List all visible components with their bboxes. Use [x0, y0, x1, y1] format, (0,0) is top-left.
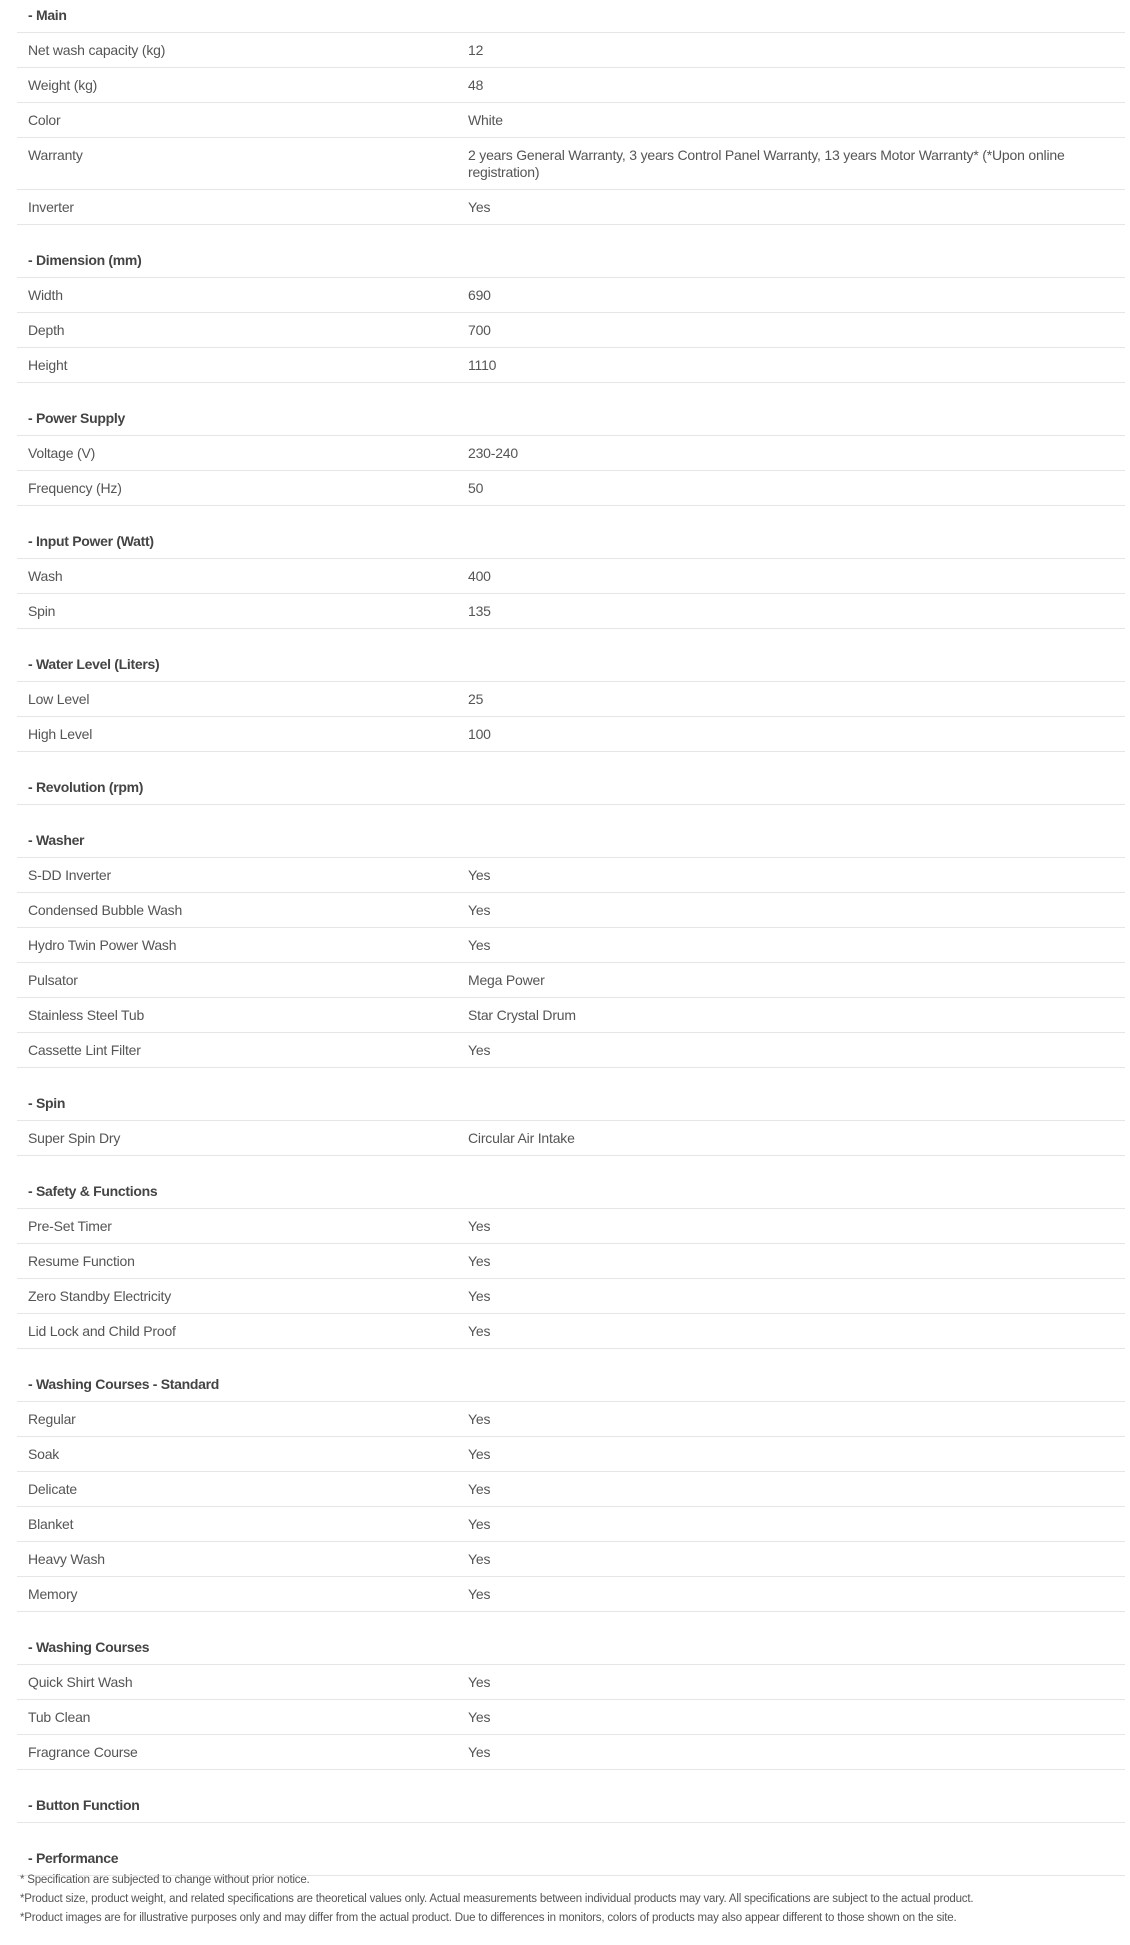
spec-section — [17, 526, 1125, 629]
spec-label: Super Spin Dry — [28, 1130, 121, 1146]
spec-row — [17, 594, 1125, 629]
spec-label: Low Level — [28, 691, 90, 707]
spec-value: Yes — [468, 1218, 491, 1234]
spec-section — [17, 649, 1125, 752]
spec-label: High Level — [28, 726, 93, 742]
spec-row — [17, 1279, 1125, 1314]
spec-label: Stainless Steel Tub — [28, 1007, 145, 1023]
spec-value: 700 — [468, 322, 491, 338]
spec-value: Yes — [468, 1551, 491, 1567]
spec-value: Star Crystal Drum — [468, 1007, 576, 1023]
spec-value: 100 — [468, 726, 491, 742]
spec-value: 400 — [468, 568, 491, 584]
footnote-change-notice: * Specification are subjected to change without prior notice. — [20, 1874, 310, 1886]
spec-value: Yes — [468, 1446, 491, 1462]
spec-label: Quick Shirt Wash — [28, 1674, 133, 1690]
spec-row — [17, 1700, 1125, 1735]
spec-table — [17, 0, 1125, 1896]
spec-section — [17, 1088, 1125, 1156]
spec-value: Yes — [468, 1709, 491, 1725]
spec-label: Delicate — [28, 1481, 77, 1497]
section-title: - Button Function — [17, 1790, 1125, 1823]
section-title: - Power Supply — [17, 403, 1125, 436]
spec-value: 135 — [468, 603, 491, 619]
spec-value: 48 — [468, 77, 484, 93]
spec-label: Blanket — [28, 1516, 74, 1532]
section-title: - Dimension (mm) — [17, 245, 1125, 278]
spec-value: Yes — [468, 867, 491, 883]
spec-label: Warranty — [28, 147, 83, 163]
footnote-product-size: *Product size, product weight, and related specifications are theoretical values only. Actual measurements between individual products may vary. All specifications are subject to the actual product. — [20, 1893, 974, 1905]
section-title: - Spin — [17, 1088, 1125, 1121]
spec-row — [17, 1507, 1125, 1542]
spec-label: Tub Clean — [28, 1709, 91, 1725]
spec-row — [17, 471, 1125, 506]
spec-value: Yes — [468, 1411, 491, 1427]
spec-section — [17, 1176, 1125, 1349]
spec-row — [17, 1735, 1125, 1770]
spec-section — [17, 245, 1125, 383]
section-title: - Washing Courses — [17, 1632, 1125, 1665]
spec-row — [17, 928, 1125, 963]
spec-row — [17, 348, 1125, 383]
spec-value: Yes — [468, 1586, 491, 1602]
section-title: - Washer — [17, 825, 1125, 858]
spec-row — [17, 559, 1125, 594]
footnotes — [20, 1871, 1120, 1928]
spec-label: Frequency (Hz) — [28, 480, 122, 496]
spec-label: S-DD Inverter — [28, 867, 111, 883]
spec-value: Yes — [468, 1516, 491, 1532]
spec-value: 1110 — [468, 357, 497, 373]
spec-label: Lid Lock and Child Proof — [28, 1323, 176, 1339]
spec-row — [17, 278, 1125, 313]
spec-value: Yes — [468, 1253, 491, 1269]
spec-label: Wash — [28, 568, 63, 584]
spec-row — [17, 1472, 1125, 1507]
spec-value: Yes — [468, 1481, 491, 1497]
spec-label: Cassette Lint Filter — [28, 1042, 141, 1058]
spec-value: Yes — [468, 1042, 491, 1058]
spec-value: Yes — [468, 902, 491, 918]
spec-label: Width — [28, 287, 63, 303]
spec-row — [17, 313, 1125, 348]
spec-label: Height — [28, 357, 68, 373]
section-title: - Input Power (Watt) — [17, 526, 1125, 559]
spec-row — [17, 33, 1125, 68]
section-title: - Main — [17, 0, 1125, 33]
spec-row — [17, 1121, 1125, 1156]
section-title: - Revolution (rpm) — [17, 772, 1125, 805]
spec-value: 230-240 — [468, 445, 518, 461]
spec-row — [17, 682, 1125, 717]
spec-row — [17, 1665, 1125, 1700]
spec-label: Memory — [28, 1586, 78, 1602]
spec-section — [17, 1369, 1125, 1612]
spec-value: 25 — [468, 691, 484, 707]
spec-value: 690 — [468, 287, 491, 303]
spec-label: Regular — [28, 1411, 76, 1427]
spec-label: Resume Function — [28, 1253, 135, 1269]
spec-label: Color — [28, 112, 61, 128]
spec-label: Hydro Twin Power Wash — [28, 937, 177, 953]
spec-row — [17, 103, 1125, 138]
spec-row — [17, 1033, 1125, 1068]
spec-label: Voltage (V) — [28, 445, 96, 461]
spec-value: 12 — [468, 42, 484, 58]
section-title: - Performance — [17, 1843, 1125, 1876]
section-title: - Water Level (Liters) — [17, 649, 1125, 682]
spec-row — [17, 717, 1125, 752]
spec-value: Yes — [468, 1323, 491, 1339]
spec-row — [17, 1402, 1125, 1437]
spec-label: Inverter — [28, 199, 74, 215]
spec-section — [17, 1790, 1125, 1823]
spec-label: Net wash capacity (kg) — [28, 42, 166, 58]
spec-label: Heavy Wash — [28, 1551, 105, 1567]
spec-label: Pre-Set Timer — [28, 1218, 112, 1234]
spec-section — [17, 825, 1125, 1068]
spec-section — [17, 0, 1125, 225]
spec-row — [17, 1542, 1125, 1577]
section-title: - Safety & Functions — [17, 1176, 1125, 1209]
spec-label: Condensed Bubble Wash — [28, 902, 183, 918]
spec-label: Depth — [28, 322, 65, 338]
spec-section — [17, 403, 1125, 506]
spec-label: Soak — [28, 1446, 60, 1462]
spec-row — [17, 1437, 1125, 1472]
spec-row — [17, 1209, 1125, 1244]
spec-row — [17, 190, 1125, 225]
spec-row — [17, 436, 1125, 471]
spec-row — [17, 998, 1125, 1033]
spec-value: 2 years General Warranty, 3 years Control Panel Warranty, 13 years Motor Warranty* (*Upon online registration) — [468, 147, 1065, 180]
spec-row — [17, 68, 1125, 103]
spec-value: White — [468, 112, 503, 128]
spec-section — [17, 772, 1125, 805]
spec-value: Yes — [468, 1674, 491, 1690]
section-title: - Washing Courses - Standard — [17, 1369, 1125, 1402]
footnote-product-images: *Product images are for illustrative purposes only and may differ from the actual product. Due to differences in monitors, colors of products may also appear different to those shown on the site. — [20, 1912, 957, 1924]
spec-value: Mega Power — [468, 972, 545, 988]
spec-label: Fragrance Course — [28, 1744, 138, 1760]
spec-value: Circular Air Intake — [468, 1130, 575, 1146]
spec-value: Yes — [468, 199, 491, 215]
spec-row — [17, 1244, 1125, 1279]
spec-row — [17, 1577, 1125, 1612]
spec-row — [17, 1314, 1125, 1349]
spec-label: Spin — [28, 603, 56, 619]
spec-value: Yes — [468, 1744, 491, 1760]
spec-row — [17, 893, 1125, 928]
spec-row — [17, 138, 1125, 190]
spec-value: 50 — [468, 480, 484, 496]
spec-row — [17, 858, 1125, 893]
spec-label: Pulsator — [28, 972, 78, 988]
spec-row — [17, 963, 1125, 998]
spec-label: Zero Standby Electricity — [28, 1288, 172, 1304]
spec-value: Yes — [468, 1288, 491, 1304]
spec-value: Yes — [468, 937, 491, 953]
spec-section — [17, 1632, 1125, 1770]
spec-label: Weight (kg) — [28, 77, 98, 93]
